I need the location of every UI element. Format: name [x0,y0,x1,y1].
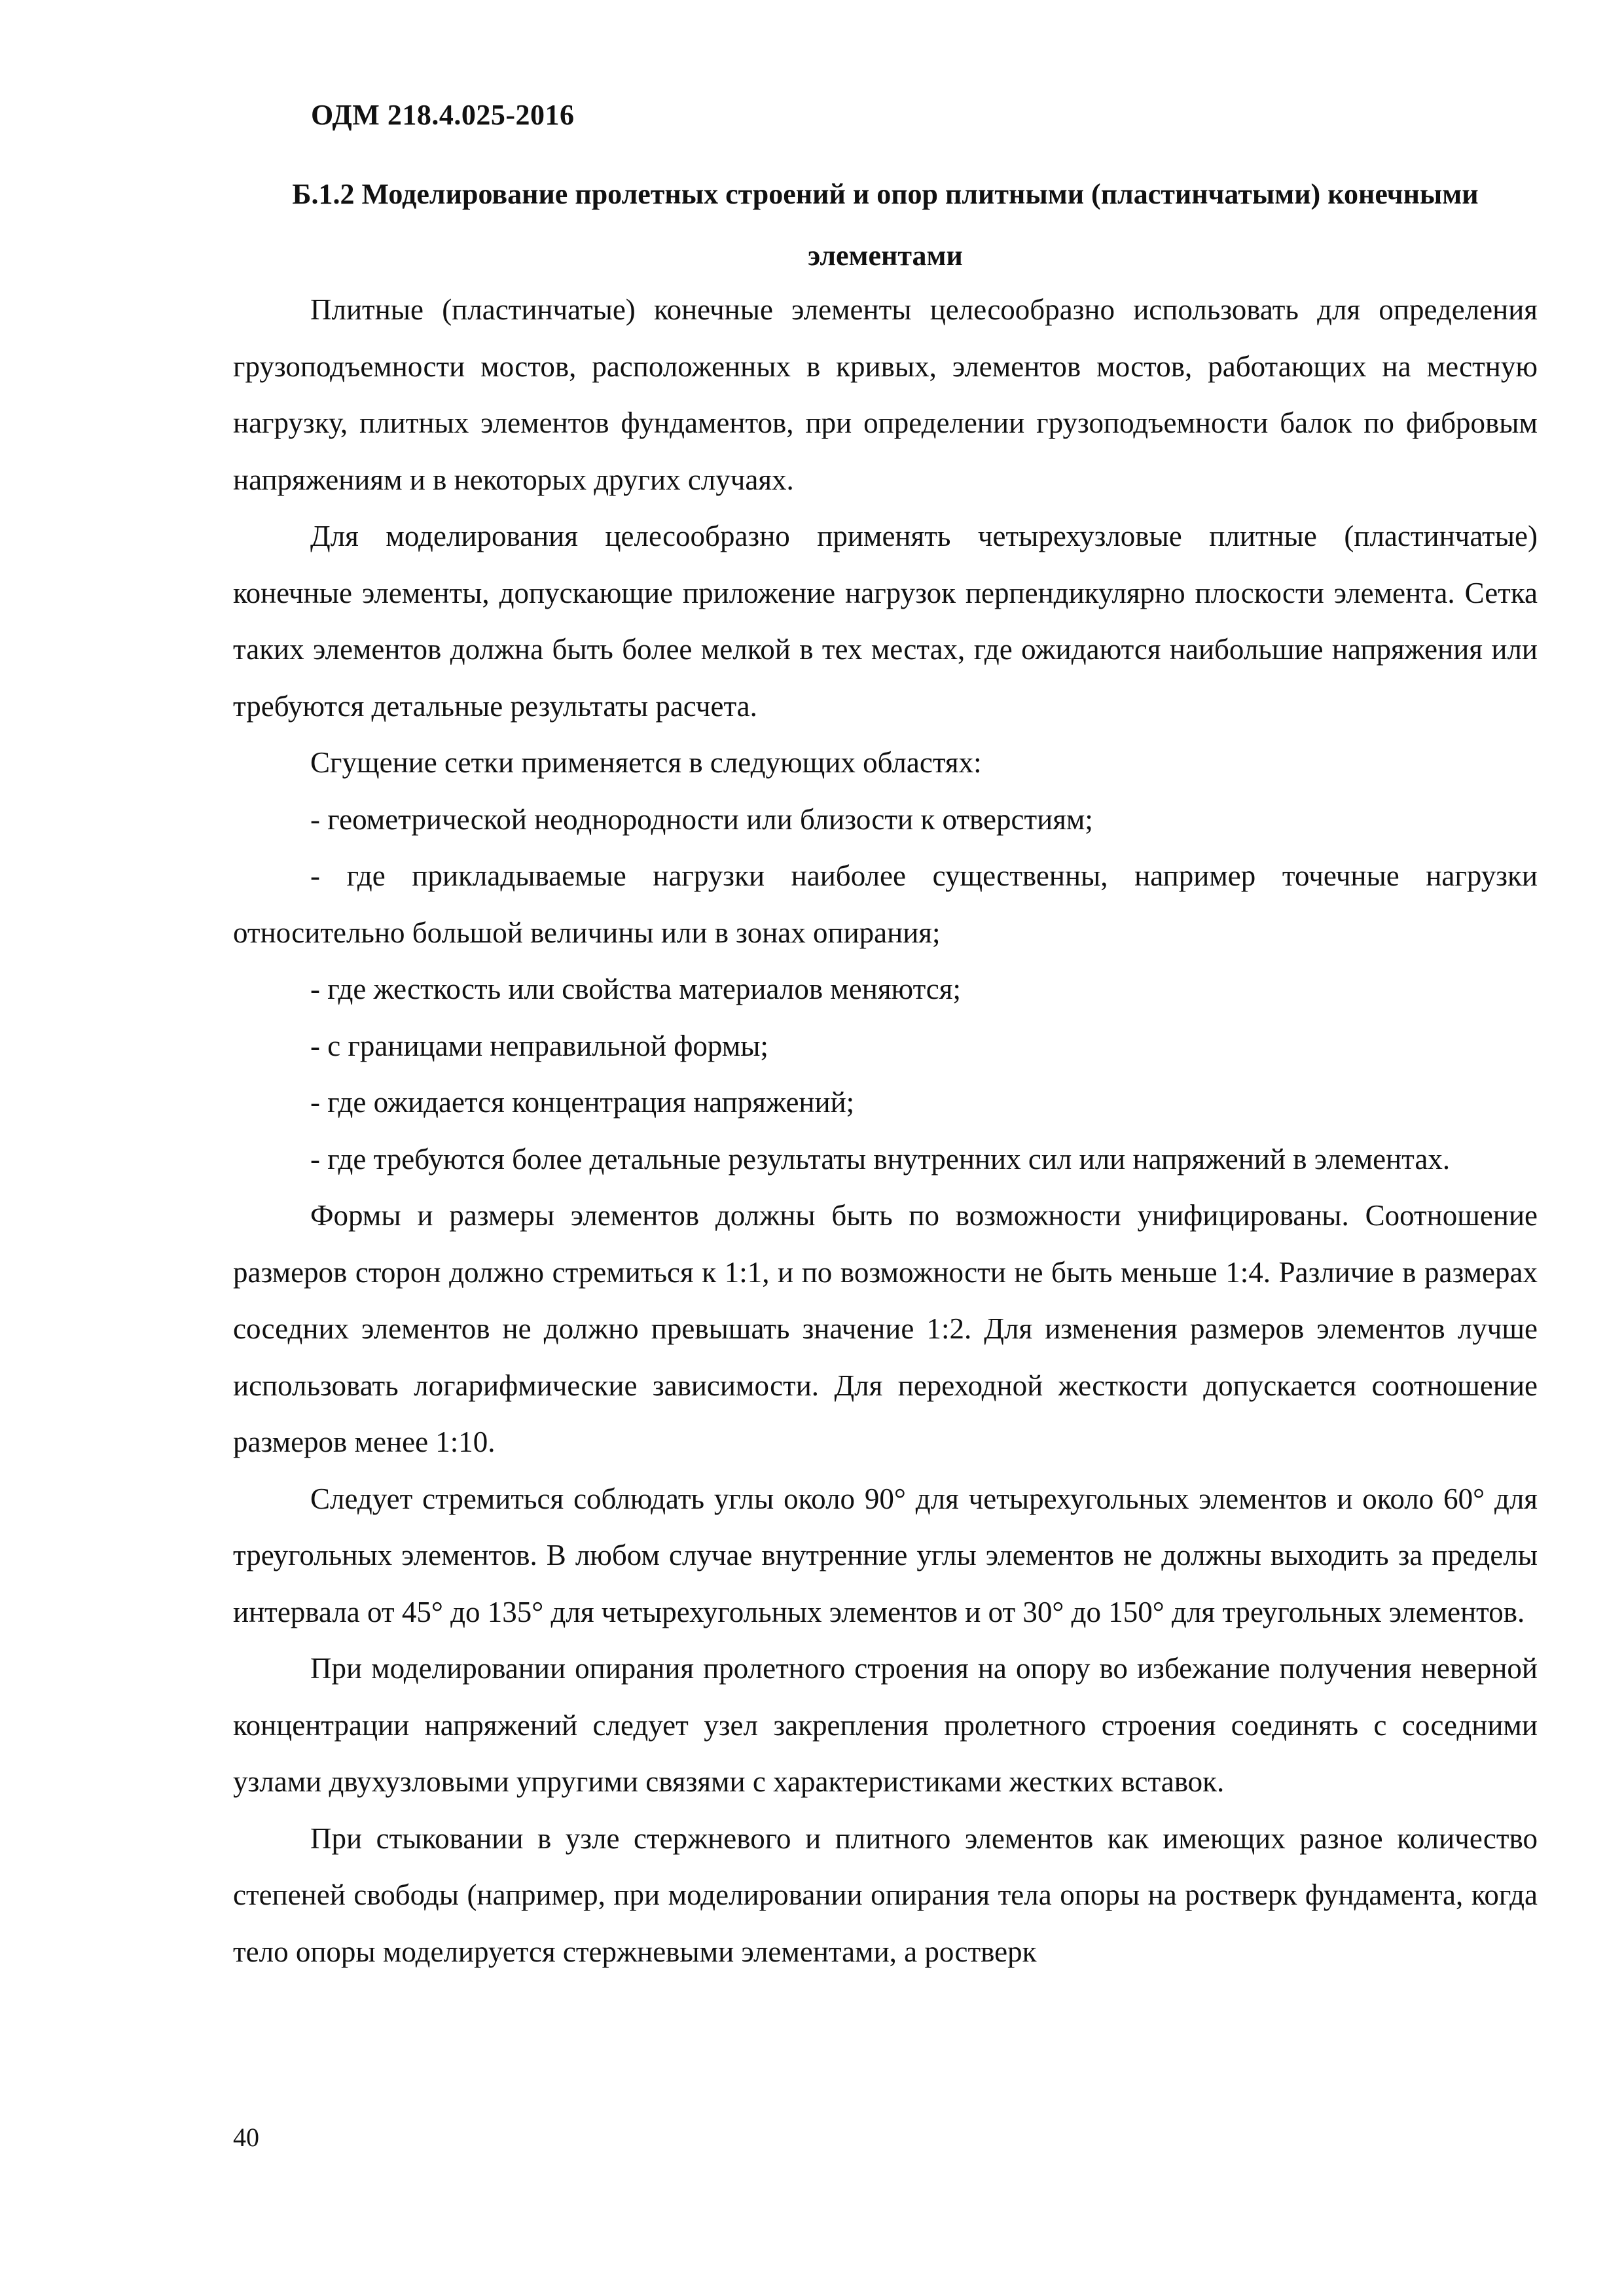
list-item: - геометрической неоднородности или близости к отверстиям; [310,802,1093,836]
section-title: Б.1.2 Моделирование пролетных строений и опор плитными (пластинчатыми) конечными элементами [292,178,1479,272]
paragraph: При моделировании опирания пролетного строения на опору во избежание получения неверной концентрации напряжений следует узел закрепления пролетного строения соединять с соседними узлами двухузловыми упругими связями с характеристиками жестких вставок. [233,1652,1538,1798]
page-number: 40 [233,2123,259,2152]
list-item: - где прикладываемые нагрузки наиболее существенны, например точечные нагрузки относительно большой величины или в зонах опирания; [233,859,1538,949]
list-item: - где жесткость или свойства материалов меняются; [310,973,961,1005]
document-code-header: ОДМ 218.4.025-2016 [311,99,575,131]
list-item: - где требуются более детальные результаты внутренних сил или напряжений в элементах. [310,1142,1451,1175]
paragraph: Следует стремиться соблюдать углы около 90° для четырехугольных элементов и около 60° для треугольных элементов. В любом случае внутренние углы элементов не должны выходить за пределы интервала от 45° до 135° для четырехугольных элементов и от 30° до 150° для треугольных элементов. [233,1482,1538,1628]
paragraph: Сгущение сетки применяется в следующих областях: [310,746,982,779]
list-item: - с границами неправильной формы; [310,1029,768,1062]
list-item: - где ожидается концентрация напряжений; [310,1086,855,1119]
paragraph: Формы и размеры элементов должны быть по возможности унифицированы. Соотношение размеров сторон должно стремиться к 1:1, и по возможности не быть меньше 1:4. Различие в размерах соседних элементов не должно превышать значение 1:2. Для изменения размеров элементов лучше использовать логарифмические зависимости. Для переходной жесткости допускается соотношение размеров менее 1:10. [233,1199,1538,1458]
paragraph: Плитные (пластинчатые) конечные элементы целесообразно использовать для определения грузоподъемности мостов, расположенных в кривых, элементов мостов, работающих на местную нагрузку, плитных элементов фундаментов, при определении грузоподъемности балок по фибровым напряжениям и в некоторых других случаях. [233,293,1538,496]
body-text [233,281,1538,1980]
paragraph: Для моделирования целесообразно применять четырехузловые плитные (пластинчатые) конечные элементы, допускающие приложение нагрузок перпендикулярно плоскости элемента. Сетка таких элементов должна быть более мелкой в тех местах, где ожидаются наибольшие напряжения или требуются детальные результаты расчета. [233,520,1538,723]
paragraph: При стыковании в узле стержневого и плитного элементов как имеющих разное количество степеней свободы (например, при моделировании опирания тела опоры на ростверк фундамента, когда тело опоры моделируется стержневыми элементами, а ростверк [233,1821,1538,1968]
